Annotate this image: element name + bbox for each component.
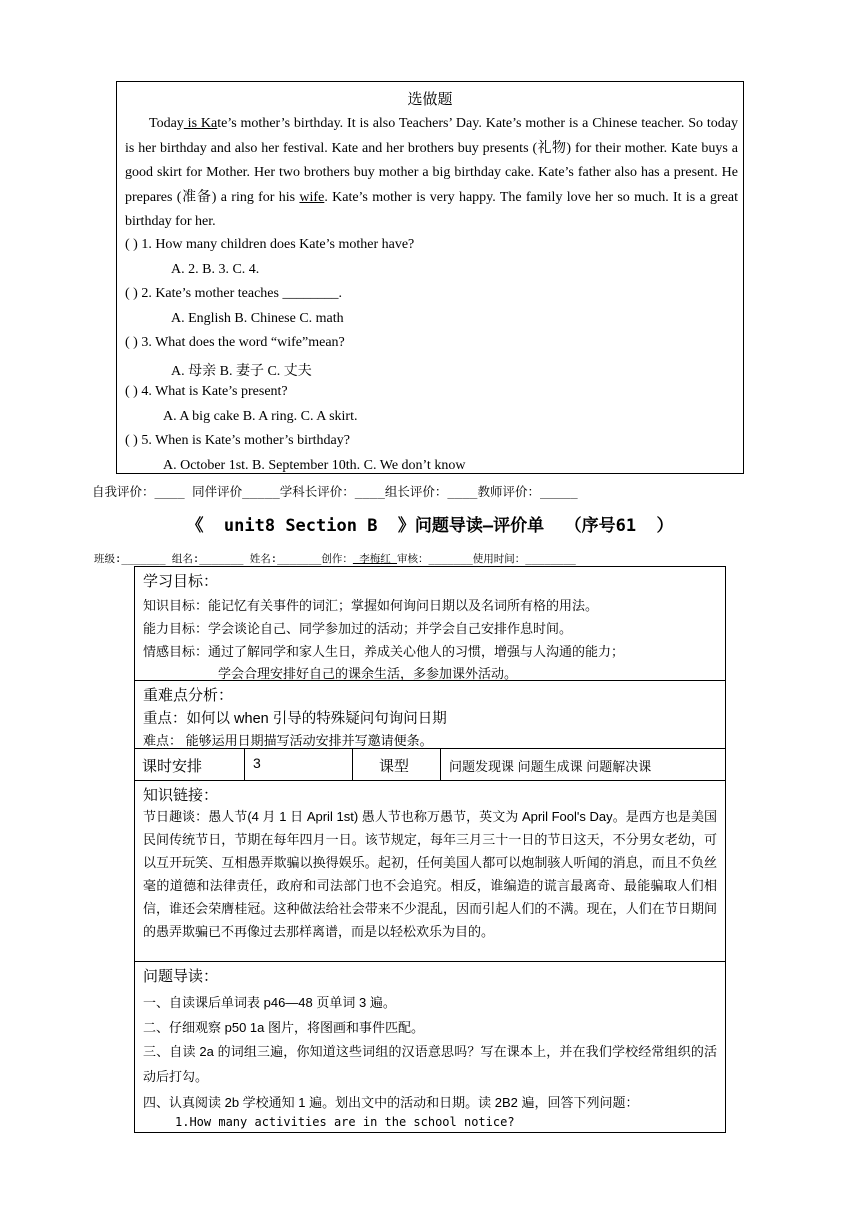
guide-question-1: 1.How many activities are in the school notice? [175,1115,515,1129]
schedule-row [135,749,725,781]
passage-text: te’s mother’s birthday. It is also Teachers’ Day. Kate’s mother is a Chinese teacher. So today is her birthday and also her festival. Kate and her brothers buy presents (礼物) for their mother. Kate buys a good skirt for Mother. Her two brothers buy mother a big birthday cake. Kate’s father also has a present. He prepares (准备) a ring for his [125,116,738,205]
reading-exercise-box [116,81,744,474]
page-title: 《 unit8 Section B 》问题导读—评价单 （序号61 ） [186,516,674,536]
question-2-options: A. English B. Chinese C. math [171,311,344,326]
type-label: 课型 [379,758,410,775]
info-line [94,551,576,566]
knowledge-link-text: 节日趣谈：愚人节(4 月 1 日 April 1st) 愚人节也称万愚节，英文为 April Fool's Day。是西方也是美国民间传统节日，节期在每年四月一日。该节规定，每年三月三十一日的节日这天，不分男女老幼，可以互开玩笑、互相愚弄欺骗以换得娱乐。起初，任何美国人都可以炮制骇人听闻的消息，而且不负丝毫的道德和法律责任，政府和司法部门也不会追究。相反，谁编造的谎言最离奇、最能骗取人们相信，谁还会荣膺桂冠。这种做法给社会带来不少混乱，因而引起人们的不满。现在，人们在节日期间的愚弄欺骗已不再像过去那样离谱，而是以轻松欢乐为目的。 [143,809,717,939]
question-5: ( ) 5. When is Kate’s mother’s birthday? [125,433,350,448]
question-4-options: A. A big cake B. A ring. C. A skirt. [163,409,358,424]
question-1-options: A. 2. B. 3. C. 4. [171,262,260,277]
passage-text: . Kate’s mother is very happy. The family love her so much. It is a great birthday for her. [125,189,738,230]
question-4: ( ) 4. What is Kate’s present? [125,384,288,399]
key-point: 重点：如何以 when 引导的特殊疑问句询问日期 [143,711,447,727]
passage-underline: is Ka [183,116,218,131]
info-author: 李梅红 [352,553,398,565]
question-2: ( ) 2. Kate’s mother teaches ________. [125,286,342,301]
question-5-options: A. October 1st. B. September 10th. C. We don’t know [163,458,466,473]
type-value-cell [441,749,725,780]
guide-header: 问题导读： [143,968,219,985]
guide-item-3: 三、自读 2a 的词组三遍，你知道这些词组的汉语意思吗？写在课本上，并在我们学校经常组织的活动后打勾。 [143,1044,717,1084]
info-class-fields: 班级:_______ 组名:_______ 姓名:_______创作： [94,553,353,565]
emotion-objective: 情感目标：通过了解同学和家人生日，养成关心他人的习惯，增强与人沟通的能力； [143,644,625,659]
type-value: 问题发现课 问题生成课 问题解决课 [449,759,652,774]
section-heading: 选做题 [407,92,453,108]
knowledge-link-header: 知识链接： [143,787,219,804]
guide-item-4: 四、认真阅读 2b 学校通知 1 遍。划出文中的活动和日期。读 2B2 遍，回答下列问题： [143,1095,639,1110]
type-label-cell [353,749,441,780]
guide-item-2: 二、仔细观察 p50 1a 图片，将图画和事件匹配。 [143,1020,424,1035]
info-review-fields: 审核：_______使用时间：________ [397,553,576,565]
passage-text: Today [149,116,184,131]
schedule-value-cell [245,749,353,780]
knowledge-objective: 知识目标：能记忆有关事件的词汇；掌握如何询问日期以及名词所有格的用法。 [143,598,599,613]
guide-table [134,566,726,1133]
guide-item-1: 一、自读课后单词表 p46—48 页单词 3 遍。 [143,995,396,1010]
difficult-point: 难点： 能够运用日期描写活动安排并写邀请便条。 [143,733,433,748]
guide-row [135,962,725,1134]
schedule-value: 3 [253,755,261,771]
schedule-label: 课时安排 [142,758,203,775]
objectives-header: 学习目标： [143,573,219,590]
keypoints-row [135,681,725,749]
reading-passage [125,112,738,235]
objectives-row [135,567,725,681]
knowledge-link-row [135,781,725,962]
evaluation-line: 自我评价：____ 同伴评价_____学科长评价：____组长评价：____教师评价：_____ [92,484,578,499]
question-1: ( ) 1. How many children does Kate’s mother have? [125,237,415,252]
question-3: ( ) 3. What does the word “wife”mean? [125,335,345,350]
passage-underline-wife: wife [299,189,325,205]
question-3-options: A. 母亲 B. 妻子 C. 丈夫 [171,364,312,379]
emotion-objective-cont: 学会合理安排好自己的课余生活，多参加课外活动。 [218,666,518,681]
schedule-label-cell [135,749,245,780]
ability-objective: 能力目标：学会谈论自己、同学参加过的活动；并学会自己安排作息时间。 [143,621,573,636]
keypoints-header: 重难点分析： [143,687,234,704]
